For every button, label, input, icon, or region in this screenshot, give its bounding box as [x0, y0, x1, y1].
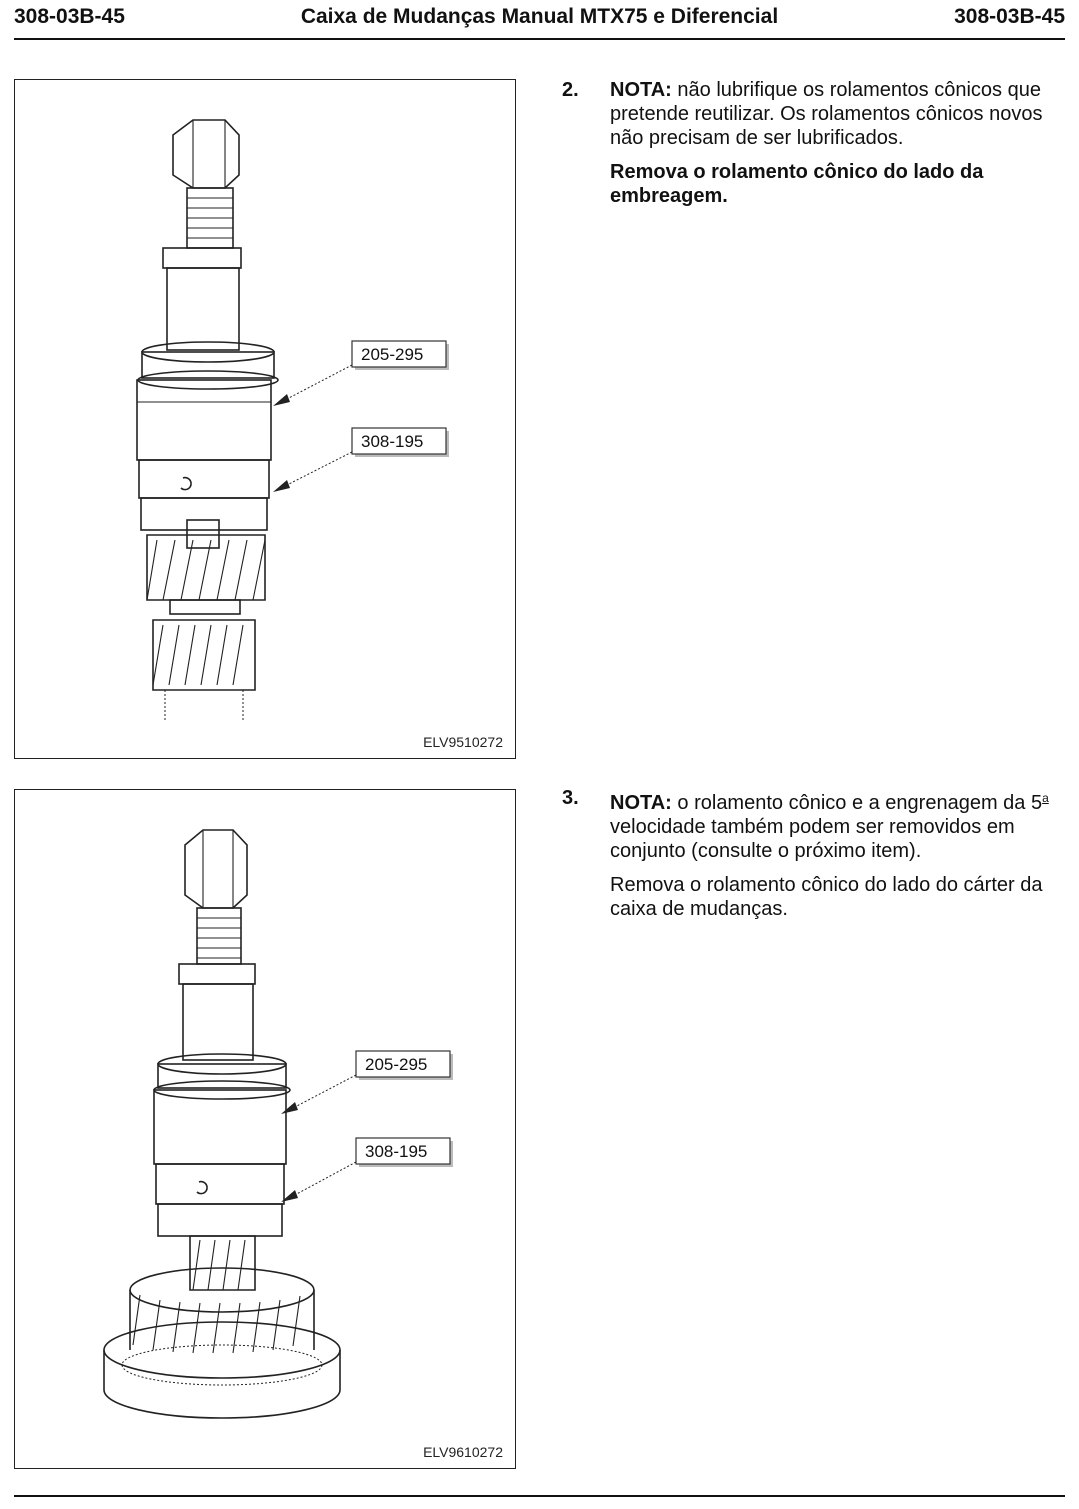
note-text: não lubrifique os rolamentos cônicos que pretende reutilizar. Os rolamentos cônicos novos não precisam de ser lubrificados.	[610, 79, 1043, 149]
page-code-right: 308-03B-45	[954, 5, 1065, 28]
figure-2	[14, 789, 516, 1469]
step-body	[610, 786, 1065, 931]
figure-code: ELV9510272	[423, 734, 503, 750]
step-number: 2.	[562, 79, 579, 101]
step-note	[610, 78, 1065, 150]
footer-rule	[14, 1495, 1065, 1497]
step-note	[610, 786, 1065, 863]
callout-308-195: 308-195	[365, 1142, 428, 1161]
step-instruction: Remova o rolamento cônico do lado da embreagem.	[610, 161, 984, 207]
callout-308-195: 308-195	[361, 432, 424, 451]
figure-1	[14, 79, 516, 759]
page-code-left: 308-03B-45	[14, 5, 125, 28]
step-instruction: Remova o rolamento cônico do lado do cárter da caixa de mudanças.	[610, 874, 1043, 920]
note-label: NOTA:	[610, 79, 672, 101]
note-text-after: velocidade também podem ser removidos em conjunto (consulte o próximo item).	[610, 816, 1015, 862]
page-title: Caixa de Mudanças Manual MTX75 e Diferencial	[300, 5, 779, 28]
callout-205-295: 205-295	[365, 1055, 428, 1074]
note-text-before: o rolamento cônico e a engrenagem da 5	[677, 792, 1043, 814]
note-label: NOTA:	[610, 792, 672, 814]
header-rule	[14, 38, 1065, 40]
figure-2-illustration	[15, 790, 515, 1468]
step-body	[610, 78, 1065, 218]
figure-1-illustration	[15, 80, 515, 758]
ordinal-indicator: a	[1042, 791, 1049, 805]
step-number: 3.	[562, 787, 579, 809]
callout-205-295: 205-295	[361, 345, 424, 364]
figure-code: ELV9610272	[423, 1444, 503, 1460]
